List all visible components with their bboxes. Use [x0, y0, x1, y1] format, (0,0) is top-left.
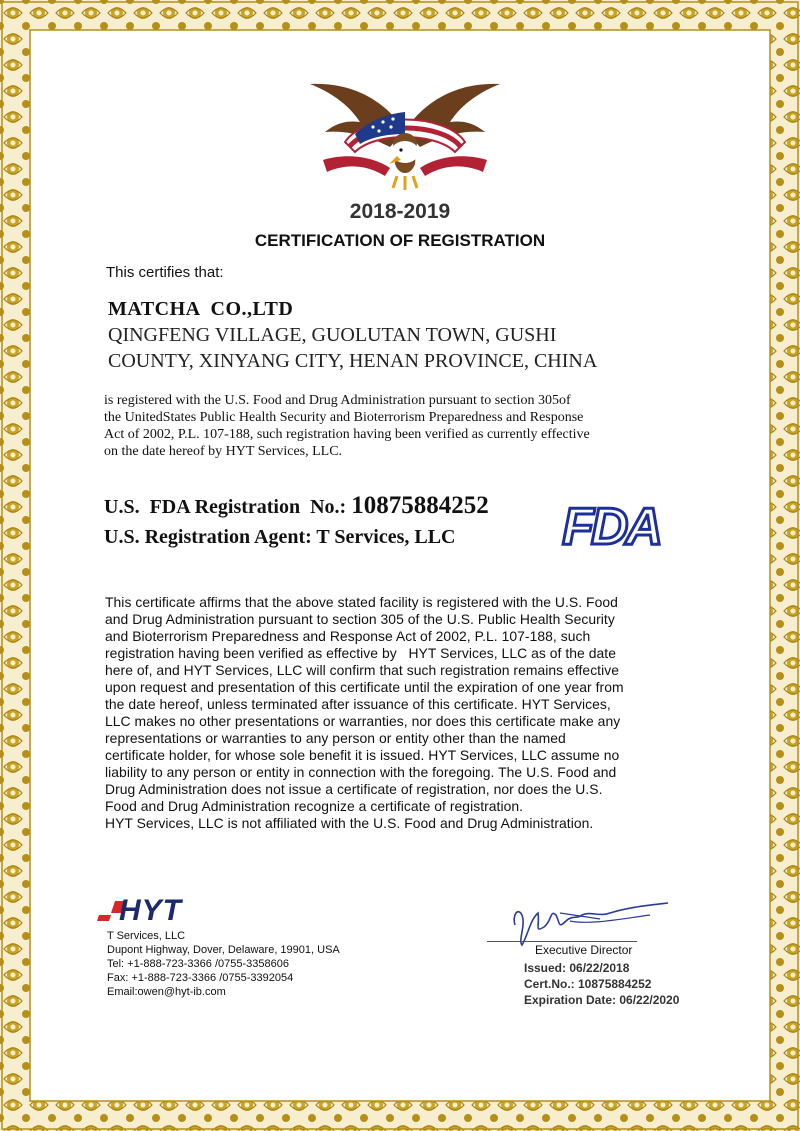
body-line: Drug Administration does not issue a certificate of registration, nor does the U.S. — [105, 781, 603, 797]
fda-logo-text: FDA — [562, 501, 660, 551]
fda-registration — [104, 492, 489, 520]
body-line: the date hereof, unless terminated after issuance of this certificate. HYT Services, — [105, 696, 611, 712]
issuer-tel: Tel: +1-888-723-3366 /0755-3358606 — [107, 958, 289, 970]
registration-line: on the date hereof by HYT Services, LLC. — [104, 444, 343, 459]
registration-line: the UnitedStates Public Health Security and Bioterrorism Preparedness and Response — [104, 410, 584, 425]
fda-registration-label: U.S. FDA Registration No.: — [104, 496, 352, 518]
issuer-fax: Fax: +1-888-723-3366 /0755-3392054 — [107, 972, 294, 984]
body-line: here of, and HYT Services, LLC will confirm that such registration remains effective — [105, 662, 620, 678]
eagle-flag-emblem — [305, 72, 505, 197]
issuer-contact — [107, 929, 340, 999]
body-line: and Bioterrorism Preparedness and Response Act of 2002, P.L. 107-188, such — [105, 628, 591, 644]
hyt-logo-text: HYT — [119, 894, 182, 925]
body-line: registration having been verified as effective by HYT Services, LLC as of the date — [105, 645, 616, 661]
body-line: upon request and presentation of this certificate until the expiration of one year from — [105, 679, 624, 695]
company-name: MATCHA CO.,LTD — [108, 298, 294, 320]
signer-title: Executive Director — [535, 943, 633, 957]
body-line: representations or warranties to any person or entity other than the named — [105, 730, 566, 746]
company-address-line2: COUNTY, XINYANG CITY, HENAN PROVINCE, CHINA — [108, 350, 598, 372]
certifies-label: This certifies that: — [106, 264, 224, 281]
issuer-name: T Services, LLC — [107, 930, 186, 942]
issuer-email: Email:owen@hyt-ib.com — [107, 986, 226, 998]
expiration-date: Expiration Date: 06/22/2020 — [524, 993, 680, 1007]
body-line: HYT Services, LLC is not affiliated with the U.S. Food and Drug Administration. — [105, 815, 594, 831]
registration-line: Act of 2002, P.L. 107-188, such registration having been verified as currently effective — [104, 427, 590, 442]
registration-line: is registered with the U.S. Food and Drug Administration pursuant to section 305of — [104, 393, 571, 408]
registration-statement — [104, 392, 684, 460]
body-line: liability to any person or entity in connection with the foregoing. The U.S. Food and — [105, 764, 617, 780]
certificate-body — [105, 594, 705, 832]
certificate-title: CERTIFICATION OF REGISTRATION — [254, 231, 546, 250]
body-line: and Drug Administration pursuant to section 305 of the U.S. Public Health Security — [105, 611, 615, 627]
certificate-year: 2018-2019 — [349, 200, 451, 223]
issued-date: Issued: 06/22/2018 — [524, 961, 630, 975]
fda-logo — [555, 501, 668, 551]
fda-registration-number: 10875884252 — [351, 492, 489, 519]
body-line: certificate holder, for whose sole benefit it is issued. HYT Services, LLC assume no — [105, 747, 620, 763]
body-line: Food and Drug Administration recognize a certificate of registration. — [105, 798, 524, 814]
hyt-logo — [97, 893, 197, 925]
body-line: This certificate affirms that the above stated facility is registered with the U.S. Food — [105, 594, 618, 610]
company-address-line1: QINGFENG VILLAGE, GUOLUTAN TOWN, GUSHI — [108, 324, 557, 346]
issuer-address: Dupont Highway, Dover, Delaware, 19901, USA — [107, 944, 340, 956]
cert-number: Cert.No.: 10875884252 — [524, 977, 652, 991]
body-line: LLC makes no other presentations or warranties, nor does this certificate make any — [105, 713, 621, 729]
signature-line — [487, 941, 637, 942]
issue-details — [524, 960, 679, 1008]
registration-agent: U.S. Registration Agent: T Services, LLC — [104, 526, 456, 548]
